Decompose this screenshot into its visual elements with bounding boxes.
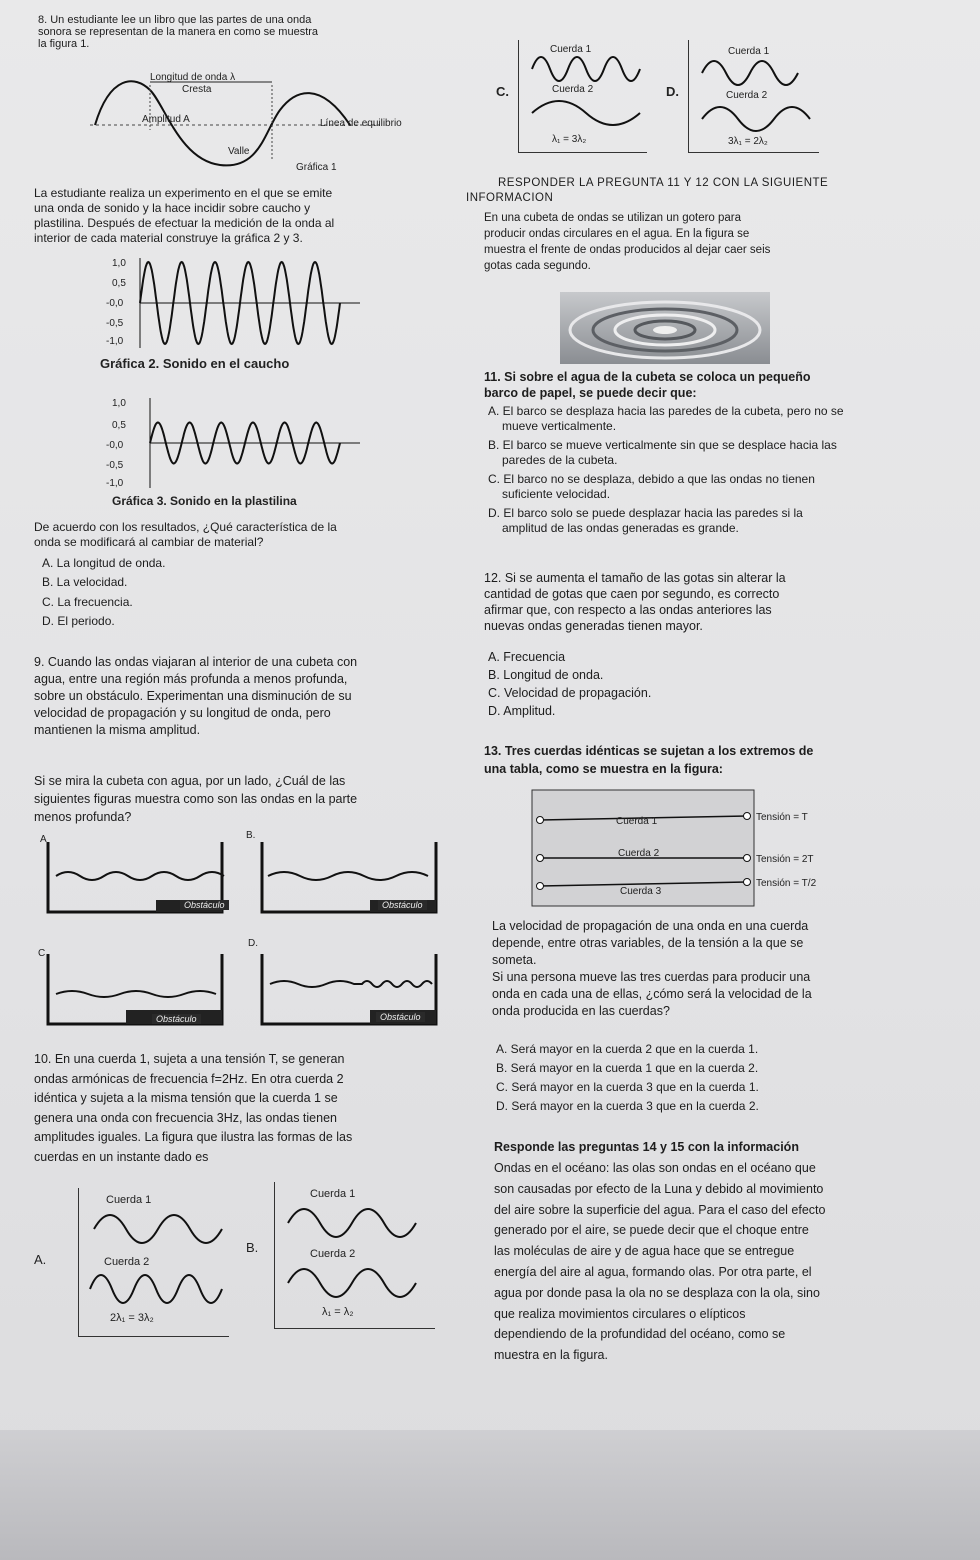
q10-option-c[interactable] (496, 40, 656, 158)
graph2-tick: 0,5 (112, 278, 126, 289)
q14-15-text (494, 1158, 825, 1366)
ocean-line: del aire sobre la superficie del agua. Para el caso del efecto (494, 1202, 826, 1217)
q9-fig-b-letter: B. (246, 830, 256, 841)
q10-line: ondas armónicas de frecuencia f=2Hz. En otra cuerda 2 (34, 1071, 344, 1086)
q12-options (488, 648, 651, 720)
q11-option-b[interactable]: B. El barco se mueve verticalmente sin que se desplace hacia las paredes de la cubeta. (488, 438, 837, 467)
graph1-crest-label: Cresta (182, 84, 212, 95)
q8-option-a[interactable]: A. La longitud de onda. (42, 556, 166, 570)
q13-line: depende, entre otras variables, de la tensión a la que se (492, 936, 804, 950)
q8-text-2: una onda de sonido y la hace incidir sobre caucho y (34, 201, 311, 215)
q13-rope-1: Cuerda 1 (616, 816, 658, 827)
q10-b-wave1 (288, 1208, 428, 1238)
ocean-line: energía del aire al agua, formando olas. Por otra parte, el (494, 1264, 812, 1279)
q10-b-cuerda1: Cuerda 1 (310, 1188, 356, 1200)
graph2-tick: -0,0 (106, 298, 124, 309)
graph3-chart (150, 398, 370, 488)
q9-text (34, 654, 357, 739)
q9-fig-b-obstacle: Obstáculo (378, 900, 427, 910)
q8-question-2: onda se modificará al cambiar de material? (34, 535, 264, 549)
q13-text-2: una tabla, como se muestra en la figura: (484, 762, 723, 776)
q10-c-wave1 (532, 56, 642, 82)
q10-d-wave1 (702, 60, 814, 86)
q13-line: onda producida en las cuerdas? (492, 1004, 670, 1018)
q10-a-wave1 (94, 1214, 224, 1244)
q9-fig-c-obstacle: Obstáculo (152, 1014, 201, 1024)
q10-b-cuerda2: Cuerda 2 (310, 1248, 356, 1260)
q13-line: La velocidad de propagación de una onda en una cuerda (492, 919, 809, 933)
info-text (484, 210, 770, 274)
q10-a-letter: A. (34, 1252, 47, 1267)
info-header-2: INFORMACION (466, 192, 554, 204)
q11-question-1: 11. Si sobre el agua de la cubeta se coloca un pequeño (484, 370, 811, 384)
q13-rope-3: Cuerda 3 (620, 886, 662, 897)
q10-option-a[interactable] (34, 1182, 224, 1342)
q11-option-d[interactable]: D. El barco solo se puede desplazar hacia las paredes si la amplitud de las ondas generadas es grande. (488, 506, 803, 535)
q8-text-4: interior de cada material construye la gráfica 2 y 3. (34, 231, 303, 245)
q10-b-relation: λ₁ = λ₂ (322, 1306, 354, 1318)
q10-d-cuerda2: Cuerda 2 (726, 90, 768, 101)
q13-text-1: 13. Tres cuerdas idénticas se sujetan a los extremos de (484, 744, 814, 758)
q10-line: idéntica y sujeta a la misma tensión que la cuerda 1 se (34, 1091, 338, 1105)
ocean-line: que realiza movimientos circulares o elípticos (494, 1306, 746, 1321)
q12-option-d[interactable]: D. Amplitud. (488, 704, 556, 718)
q12-line: nuevas ondas generadas tienen mayor. (484, 619, 703, 633)
q13-option-a[interactable]: A. Será mayor en la cuerda 2 que en la cuerda 1. (496, 1042, 759, 1056)
graph2-tick: 1,0 (112, 258, 126, 269)
q13-option-c[interactable]: C. Será mayor en la cuerda 3 que en la cuerda 1. (496, 1080, 759, 1094)
q10-text (34, 1050, 352, 1167)
ocean-line: generado por el aire, se puede decir que el choque entre (494, 1223, 809, 1238)
q10-a-relation: 2λ₁ = 3λ₂ (110, 1312, 154, 1324)
q13-line: onda en cada una de ellas, ¿cómo será la velocidad de la (492, 987, 812, 1001)
q10-c-cuerda2: Cuerda 2 (552, 84, 594, 95)
q10-c-wave2 (532, 100, 642, 126)
q9-fig-c-letter: C (38, 948, 46, 959)
ocean-line: Ondas en el océano: las olas son ondas en el océano que (494, 1161, 816, 1175)
info-line: gotas cada segundo. (484, 260, 591, 272)
graph3-caption: Gráfica 3. Sonido en la plastilina (112, 494, 297, 508)
q10-line: 10. En una cuerda 1, sujeta a una tensión T, se generan (34, 1052, 345, 1066)
q9-question-line: Si se mira la cubeta con agua, por un lado, ¿Cuál de las (34, 774, 346, 788)
q8-option-b[interactable]: B. La velocidad. (42, 575, 128, 589)
intro-line-2: sonora se representan de la manera en como se muestra (38, 26, 319, 38)
ocean-line: las moléculas de aire y de agua hace que se entregue (494, 1244, 795, 1259)
graph1-valley-label: Valle (228, 146, 250, 157)
q9-line: velocidad de propagación y su longitud de onda, pero (34, 706, 331, 720)
q10-line: genera una onda con frecuencia 3Hz, las ondas tienen (34, 1110, 337, 1125)
q13-line: Si una persona mueve las tres cuerdas para producir una (492, 970, 811, 984)
graph2-chart (140, 258, 380, 348)
q13-option-d[interactable]: D. Será mayor en la cuerda 3 que en la cuerda 2. (496, 1099, 759, 1113)
intro-line-1: 8. Un estudiante lee un libro que las partes de una onda (38, 14, 312, 26)
q9-fig-d-obstacle: Obstáculo (376, 1012, 425, 1022)
q14-15-header: Responde las preguntas 14 y 15 con la información (494, 1140, 799, 1154)
q9-line: 9. Cuando las ondas viajaran al interior de una cubeta con (34, 655, 358, 669)
ocean-line: agua por donde pasa la ola no se desplaza con la ola, sino (494, 1285, 820, 1300)
q9-question-line: siguientes figuras muestra como son las ondas en la parte (34, 792, 358, 806)
q9-line: sobre un obstáculo. Experimentan una disminución de su (34, 689, 352, 703)
q10-line: amplitudes iguales. La figura que ilustra las formas de las (34, 1130, 353, 1144)
info-header-1: RESPONDER LA PREGUNTA 11 Y 12 CON LA SIGUIENTE (498, 177, 829, 189)
info-line: En una cubeta de ondas se utilizan un gotero para (484, 212, 742, 224)
q10-a-cuerda1: Cuerda 1 (106, 1194, 152, 1206)
q13-tension-1: Tensión = T (756, 812, 808, 823)
q9-fig-a-obstacle: Obstáculo (180, 900, 229, 910)
q9-fig-d-letter: D. (248, 938, 258, 949)
q13-line: someta. (492, 953, 537, 967)
info-line: producir ondas circulares en el agua. En la figura se (484, 228, 750, 240)
ocean-line: dependiendo de la profundidad del océano, como se (494, 1327, 786, 1342)
intro-line-3: la figura 1. (38, 38, 90, 50)
q10-line: cuerdas en un instante dado es (34, 1149, 209, 1164)
q12-text (484, 570, 786, 634)
q9-line: mantienen la misma amplitud. (34, 723, 201, 737)
q10-d-cuerda1: Cuerda 1 (728, 46, 770, 57)
graph1-equilibrium-label: Línea de equilibrio (320, 118, 402, 129)
graph1-caption: Gráfica 1 (296, 162, 337, 173)
q12-option-b[interactable]: B. Longitud de onda. (488, 668, 604, 682)
q9-question (34, 772, 357, 826)
graph3-tick: 1,0 (112, 398, 126, 409)
q8-option-d[interactable]: D. El periodo. (42, 614, 115, 628)
q11-option-a[interactable]: A. El barco se desplaza hacia las paredes de la cubeta, pero no se mueve verticalmente. (488, 404, 844, 433)
q10-c-relation: λ₁ = 3λ₂ (552, 134, 587, 145)
q13-tension-3: Tensión = T/2 (756, 878, 817, 889)
q10-c-cuerda1: Cuerda 1 (550, 44, 592, 55)
q8-text-3: plastilina. Después de efectuar la medición de la onda al (34, 216, 335, 230)
graph1-amplitude-label: Amplitud A (142, 114, 190, 125)
q10-d-relation: 3λ₁ = 2λ₂ (728, 136, 768, 147)
q10-option-d[interactable] (666, 40, 826, 158)
q10-option-b[interactable] (236, 1182, 436, 1342)
q13-text (492, 918, 812, 1020)
q10-c-letter: C. (496, 84, 509, 99)
q13-rope-2: Cuerda 2 (618, 848, 660, 859)
q12-line: cantidad de gotas que caen por segundo, es correcto (484, 587, 780, 601)
graph3-tick: 0,5 (112, 420, 126, 431)
q10-d-wave2 (702, 106, 814, 132)
q10-d-letter: D. (666, 84, 679, 99)
graph2-tick: -0,5 (106, 318, 124, 329)
q9-question-line: menos profunda? (34, 810, 132, 824)
q10-a-cuerda2: Cuerda 2 (104, 1256, 150, 1268)
info-line: muestra el frente de ondas producidos al dejar caer seis (484, 244, 771, 256)
graph1-wavelength-label: Longitud de onda λ (150, 72, 236, 83)
table-surface (0, 1430, 980, 1560)
q13-options (496, 1040, 759, 1116)
q11-question-2: barco de papel, se puede decir que: (484, 386, 697, 400)
graph2-tick: -1,0 (106, 336, 124, 347)
water-ripple-photo (560, 292, 770, 364)
q12-option-c[interactable]: C. Velocidad de propagación. (488, 686, 652, 700)
q8-option-c[interactable]: C. La frecuencia. (42, 595, 133, 609)
graph3-tick: -0,0 (106, 440, 124, 451)
graph3-tick: -0,5 (106, 460, 124, 471)
q13-tension-2: Tensión = 2T (756, 854, 814, 865)
q10-a-wave2 (90, 1274, 220, 1304)
q8-question-1: De acuerdo con los resultados, ¿Qué característica de la (34, 520, 337, 534)
q11-option-c[interactable]: C. El barco no se desplaza, debido a que las ondas no tienen suficiente velocidad. (488, 472, 815, 501)
q11-options (488, 404, 850, 536)
q8-text-1: La estudiante realiza un experimento en el que se emite (34, 186, 333, 200)
q9-fig-a-letter: A (40, 834, 47, 845)
q12-line: 12. Si se aumenta el tamaño de las gotas sin alterar la (484, 571, 786, 585)
graph3-tick: -1,0 (106, 478, 124, 489)
ocean-line: son causadas por efecto de la Luna y debido al movimiento (494, 1181, 824, 1196)
q13-option-b[interactable]: B. Será mayor en la cuerda 1 que en la cuerda 2. (496, 1061, 759, 1075)
q12-option-a[interactable]: A. Frecuencia (488, 650, 566, 664)
q10-b-wave2 (288, 1268, 428, 1298)
ocean-line: muestra en la figura. (494, 1348, 608, 1363)
q10-b-letter: B. (246, 1240, 259, 1255)
graph2-caption: Gráfica 2. Sonido en el caucho (100, 356, 290, 371)
q12-line: afirmar que, con respecto a las ondas anteriores las (484, 603, 772, 617)
q9-line: agua, entre una región más profunda a menos profunda, (34, 672, 348, 686)
